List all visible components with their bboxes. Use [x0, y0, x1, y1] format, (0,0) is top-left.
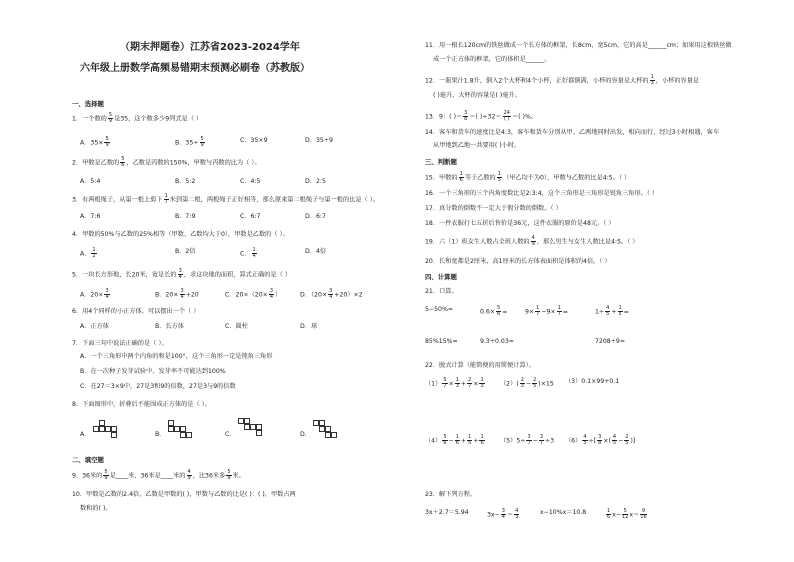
calc-3: （3）0.1×99+0.1 — [565, 378, 620, 385]
q4-option-b[interactable]: B．2倍 — [175, 248, 196, 255]
q6-option-b[interactable]: B．长方体 — [155, 323, 184, 330]
q8-option-b[interactable]: B． — [155, 431, 166, 438]
section-calc: 四、计算题 — [425, 273, 457, 281]
oral-8: 7208÷9= — [595, 338, 626, 345]
q5-option-a[interactable]: A．20× $\frac{3}{4}$ — [80, 288, 109, 300]
question-21: 21．口算。 — [425, 288, 458, 295]
q3-option-c[interactable]: C．6:7 — [240, 213, 261, 220]
question-9: 9．36米的 $\frac{5}{9}$ 是____米，36米是____米的 $\frac{4}{9}$ ，比36米多 $\frac{5}{9}$ 米。 — [72, 469, 245, 481]
q6-option-d[interactable]: D．球 — [300, 323, 318, 330]
calc-4: （4） $\frac{5}{6}$ − $\frac{1}{6}$ + $\frac{1}{5}$ + $\frac{1}{6}$ — [425, 434, 484, 446]
question-14-cont: 从甲地到乙地一共要用( )小时。 — [433, 142, 521, 149]
q1-option-a[interactable]: A．35× $\frac{5}{9}$ — [80, 136, 109, 148]
cube-net-b-icon — [168, 420, 208, 444]
question-1 — [72, 113, 202, 124]
q1-option-b[interactable]: B．35÷ $\frac{5}{9}$ — [175, 136, 204, 148]
q2-option-a[interactable]: A．5:4 — [80, 178, 101, 185]
equation-4: $\frac{1}{6}$ x− $\frac{5}{12}$ x＝ $\frac{9}{16}$ — [607, 508, 647, 520]
question-16: 16．一个三角形的三个内角度数比是2:3:4，这个三角形是三角形是锐角三角形。（ ） — [425, 190, 659, 197]
question-12: 12．一瓶果汁1.8升，倒入2个大杯和4个小杯，正好都倒满，小杯的容量是大杯的 $\frac{1}{3}$ ，小杯的容量是 — [425, 74, 700, 86]
q7-option-a[interactable]: A．一个三角形中两个内角的和是100°，这个三角形一定是钝角三角形 — [80, 353, 273, 360]
q6-option-a[interactable]: A．正方体 — [80, 323, 109, 330]
q1-text: 1．一个数的 — [72, 115, 107, 123]
question-22: 22．脱式计算（能简便的用简便计算）。 — [425, 362, 535, 369]
question-5: 5．一块长方形地，长20米，宽是长的 $\frac{3}{4}$ ，求这块地的面积，算式正确的是（ ） — [72, 268, 291, 280]
question-13: 13．9：( )＝ $\frac{3}{8}$ ＝( )÷32＝ 24 ( ) ＝( )%。 — [425, 110, 538, 122]
cube-net-c-icon — [238, 418, 278, 442]
question-14: 14．客车和货车的速度比是4:3，客车和货车分别从甲、乙两地同时出发，相向而行，经过3小时相遇，客车 — [425, 129, 720, 136]
question-11-cont: 成一个正方体的框架，它的体积是______。 — [433, 56, 551, 63]
q2-option-b[interactable]: B．5:2 — [175, 178, 196, 185]
q5-option-d[interactable]: D．（20× $\frac{3}{4}$ +20）×2 — [300, 288, 363, 300]
equation-2: 3x− $\frac{3}{4}$ ＝ $\frac{4}{3}$ — [487, 508, 519, 520]
q4-option-a[interactable]: A． $\frac{1}{2}$ — [80, 247, 96, 259]
oral-2: 0.6× $\frac{5}{6}$ = — [480, 305, 508, 317]
equation-1: 3x＋2.7＝5.94 — [425, 509, 469, 516]
oral-4: 1÷ $\frac{4}{5}$ + $\frac{1}{5}$ = — [595, 305, 629, 317]
q7-option-b[interactable]: B．在一次种子发芽试验中，发芽率不可能达到100% — [80, 368, 226, 375]
oral-1: 5−50%= — [425, 306, 454, 313]
question-3: 3．有两根绳子，从第一根上剪下 $\frac{1}{7}$ 米到第二根，两根绳子正好相等，那么原来第二根绳子与第一根的比是（ ）。 — [72, 193, 379, 205]
cube-net-d-icon — [313, 420, 353, 444]
section-choice: 一、选择题 — [72, 100, 104, 108]
question-23: 23．解下列方程。 — [425, 491, 477, 498]
q2-option-c[interactable]: C．4:5 — [240, 178, 261, 185]
q1-option-c[interactable]: C．35×9 — [240, 137, 268, 144]
question-20: 20．长和宽都是2厘米，高1厘米的长方体表面积是体积的4倍。（ ） — [425, 258, 611, 265]
calc-2: （2）( $\frac{2}{3}$ − $\frac{2}{5}$ )×15 — [500, 377, 554, 389]
section-fill: 二、填空题 — [72, 456, 104, 464]
question-2: 2．甲数是乙数的 $\frac{5}{6}$ ，乙数是丙数的150%，甲数与丙数的比为（ ）。 — [72, 156, 261, 168]
question-7: 7．下面三句中说法正确的是（ ）。 — [72, 340, 168, 347]
q1-text-b: 是35，这个数多少9列式是（ ） — [114, 115, 203, 123]
q5-option-b[interactable]: B．20× $\frac{3}{4}$ +20 — [155, 288, 199, 300]
question-10-cont: 数和的( )。 — [80, 505, 112, 512]
question-4: 4．甲数的50%与乙数的25%相等（甲数、乙数均大于0），甲数是乙数的（ ）。 — [72, 231, 289, 238]
question-17: 17．真分数的倒数不一定大于假分数的倒数。（ ） — [425, 205, 562, 212]
question-15: 15．甲数的 $\frac{1}{6}$ 等于乙数的 $\frac{1}{5}$ （甲乙均不为0），甲数与乙数的比是4:5。（ ） — [425, 171, 631, 183]
q8-option-a[interactable]: A． — [80, 431, 91, 438]
question-18: 18．一件衣服打七五折后售价是36元，这件衣服的原价是48元。（ ） — [425, 220, 615, 227]
section-judge: 三、判断题 — [425, 158, 457, 166]
q4-option-c[interactable]: C． $\frac{1}{4}$ — [240, 247, 256, 259]
calc-6: （6） $\frac{4}{5}$ ÷[ $\frac{3}{8}$ ×( $\frac{4}{5}$ − $\frac{2}{5}$ )] — [565, 434, 636, 446]
question-12-cont: ( )毫升，大杯的容量是( )毫升。 — [433, 92, 521, 99]
q4-option-d[interactable]: D．4倍 — [305, 248, 327, 255]
question-10: 10．甲数是乙数的2.4倍，乙数是甲数的( )，甲数与乙数的比是( )：( )，甲数占两 — [72, 491, 296, 498]
oral-5: 85%15%= — [425, 338, 458, 345]
q3-option-d[interactable]: D．6:7 — [305, 213, 326, 220]
oral-3: 9× $\frac{1}{7}$ −9× $\frac{1}{7}$ = — [525, 305, 568, 317]
oral-6: 9.3÷0.03= — [480, 338, 514, 345]
calc-5: （5）5÷ $\frac{3}{7}$ − $\frac{3}{7}$ ÷3 — [500, 434, 555, 446]
fraction: $\frac{5}{9}$ — [108, 112, 113, 124]
question-19: 19．六（1）班女生人数占全班人数的 $\frac{4}{9}$ ，那么男生与女生人数比是4:5。（ ） — [425, 235, 639, 247]
q3-option-a[interactable]: A．7:6 — [80, 213, 101, 220]
q1-option-d[interactable]: D．35÷9 — [305, 137, 333, 144]
title-line-1: （期末押题卷）江苏省2023-2024学年 — [120, 42, 300, 53]
question-8: 8．下面图形中，折叠后不能围成正方体的是（ ）。 — [72, 401, 211, 408]
cube-net-a-icon — [93, 420, 133, 444]
q2-option-d[interactable]: D．2:5 — [305, 178, 326, 185]
q7-option-c[interactable]: C．在27＝3×9中，27是3和9的倍数，27是3与9的倍数 — [80, 383, 236, 390]
question-6: 6．用4个同样的小正方体，可以摆出一个（ ） — [72, 308, 200, 315]
question-11: 11．用一根长120cm的铁丝做成一个长方体的框架，长8cm，宽5cm，它的高是______cm；如果用这根铁丝做 — [425, 42, 732, 49]
equation-3: x−10%x＝10.8 — [540, 509, 587, 516]
q5-option-c[interactable]: C．20×（20× $\frac{3}{4}$ ） — [225, 288, 282, 300]
title-line-2: 六年级上册数学高频易错期末预测必刷卷（苏教版） — [80, 63, 310, 74]
q3-option-b[interactable]: B．7:9 — [175, 213, 196, 220]
q6-option-c[interactable]: C．圆柱 — [225, 323, 248, 330]
calc-1: （1） $\frac{5}{7}$ × $\frac{1}{3}$ + $\frac{2}{7}$ × $\frac{1}{3}$ — [425, 377, 484, 389]
q8-option-c[interactable]: C． — [225, 431, 236, 438]
q8-option-d[interactable]: D． — [300, 431, 311, 438]
